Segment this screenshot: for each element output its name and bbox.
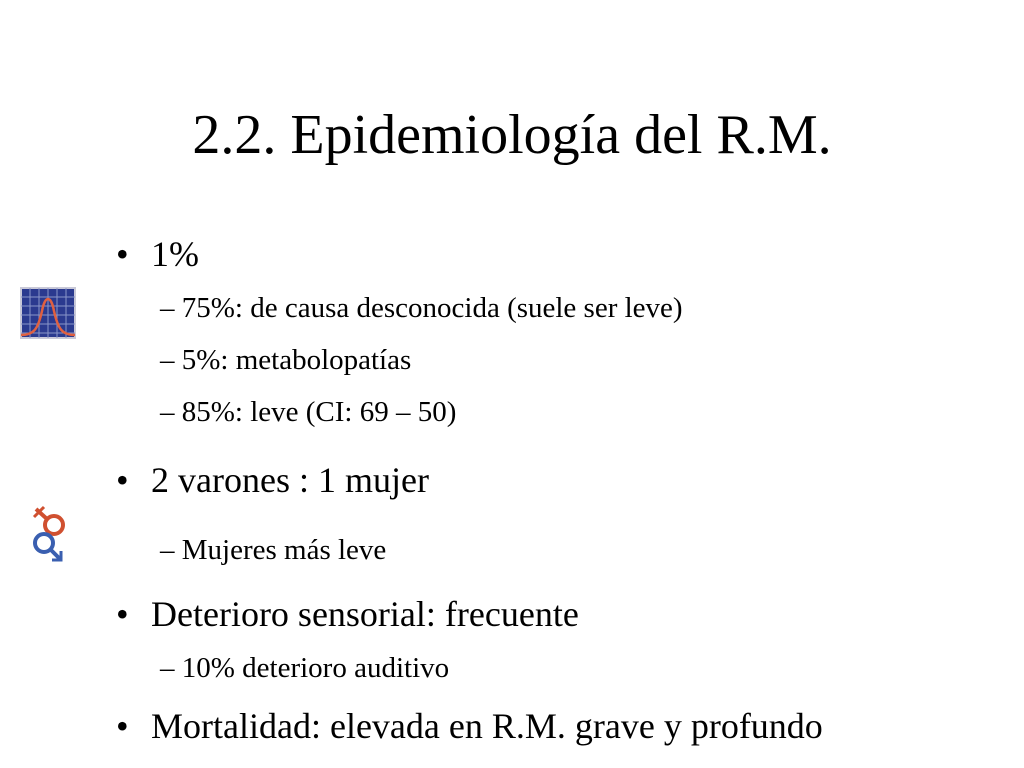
bullet-marker: • (116, 594, 129, 634)
sub-bullet-2-1 (160, 532, 386, 568)
bullet-2 (116, 458, 429, 502)
sub-text: 10% deterioro auditivo (181, 652, 450, 684)
sub-text: Mujeres más leve (181, 534, 387, 566)
sub-bullet-1-3 (160, 394, 456, 430)
bullet-marker: • (116, 706, 129, 746)
bullet-text: Mortalidad: elevada en R.M. grave y profundo (151, 706, 823, 746)
gender-symbols-icon (24, 505, 78, 565)
dash-marker: – (160, 534, 175, 566)
sub-bullet-3-1 (160, 650, 449, 686)
bullet-marker: • (116, 234, 129, 274)
sub-bullet-1-2 (160, 342, 411, 378)
sub-bullet-1-1 (160, 290, 683, 326)
dash-marker: – (160, 292, 175, 324)
bullet-1 (116, 232, 199, 276)
dash-marker: – (160, 396, 175, 428)
bullet-text: Deterioro sensorial: frecuente (151, 594, 579, 634)
sub-text: 85%: leve (CI: 69 – 50) (181, 396, 457, 428)
bullet-4 (116, 704, 823, 748)
bullet-3 (116, 592, 579, 636)
bullet-marker: • (116, 460, 129, 500)
slide-title: 2.2. Epidemiología del R.M. (192, 104, 832, 166)
dash-marker: – (160, 652, 175, 684)
bullet-text: 1% (151, 234, 199, 274)
sub-text: 5%: metabolopatías (181, 344, 412, 376)
bullet-text: 2 varones : 1 mujer (151, 460, 429, 500)
sub-text: 75%: de causa desconocida (suele ser leve) (181, 292, 683, 324)
bell-curve-chart-icon (18, 285, 78, 341)
dash-marker: – (160, 344, 175, 376)
